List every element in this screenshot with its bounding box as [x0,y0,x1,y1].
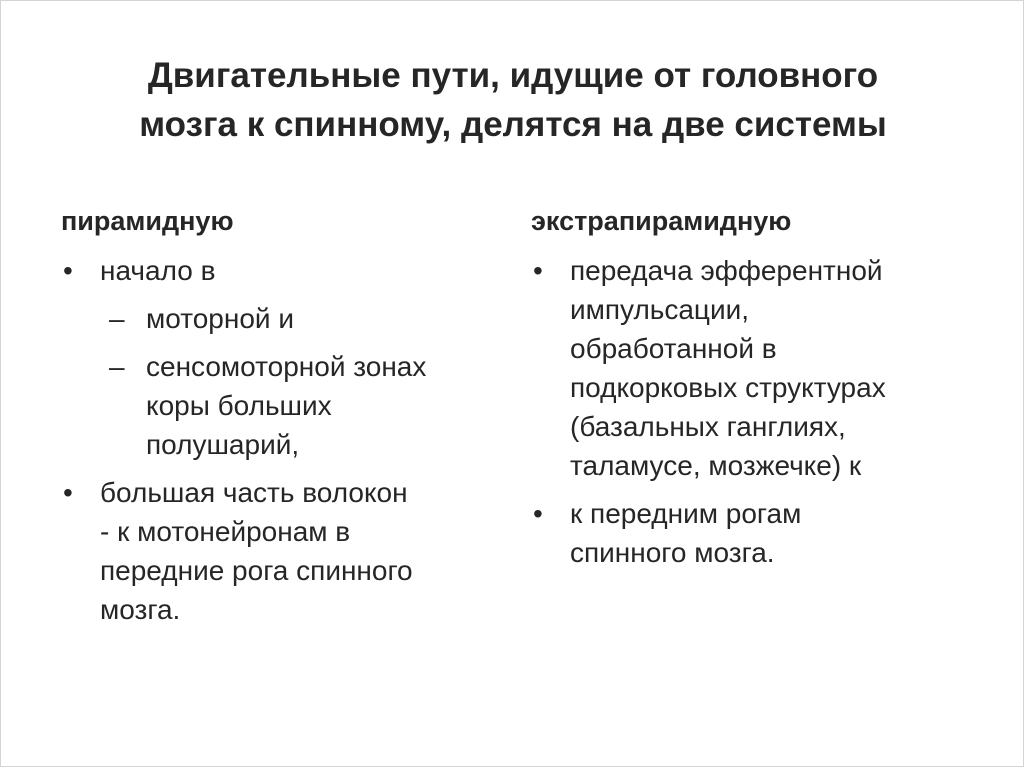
bullet-marker: • [533,498,543,529]
bullet-marker: • [63,477,73,508]
sub-list-item [61,299,511,338]
list-item-text: моторной и [146,303,294,334]
left-column-pyramidal [61,201,511,638]
right-column-extrapyramidal [531,201,991,581]
list-item-text: начало в [100,255,216,286]
list-item-text: - к мотонейронам в [100,516,351,547]
list-item-text: передача эфферентной [570,255,883,286]
list-item-text: большая часть волокон [100,477,408,508]
list-item-text: обработанной в [570,333,777,364]
list-item-text: к передним рогам [570,498,802,529]
list-item-text: импульсации, [570,294,750,325]
left-column-heading: пирамидную [61,206,234,236]
bullet-marker: • [533,255,543,286]
list-item-text: (базальных ганглиях, [570,411,846,442]
list-item [61,473,511,629]
list-item-text: подкорковых структурах [570,372,886,403]
list-item-text: спинного мозга. [570,537,775,568]
list-item-text: коры больших [146,390,332,421]
list-item-text: полушарий, [146,429,300,460]
list-item [531,494,991,572]
list-item [61,251,511,290]
list-item-text: таламусе, мозжечке) к [570,450,862,481]
list-item [531,251,991,485]
slide-title-line: мозга к спинному, делятся на две системы [139,105,887,144]
bullet-marker: • [63,255,73,286]
slide-title-line: Двигательные пути, идущие от головного [147,56,879,95]
dash-marker: – [109,303,125,334]
list-item-text: сенсомоторной зонах [146,351,427,382]
right-column-heading: экстрапирамидную [531,206,792,236]
list-item-text: передние рога спинного [100,555,413,586]
sub-list-item [61,347,511,464]
list-item-text: мозга. [100,594,181,625]
dash-marker: – [109,351,125,382]
slide-title [61,51,965,149]
